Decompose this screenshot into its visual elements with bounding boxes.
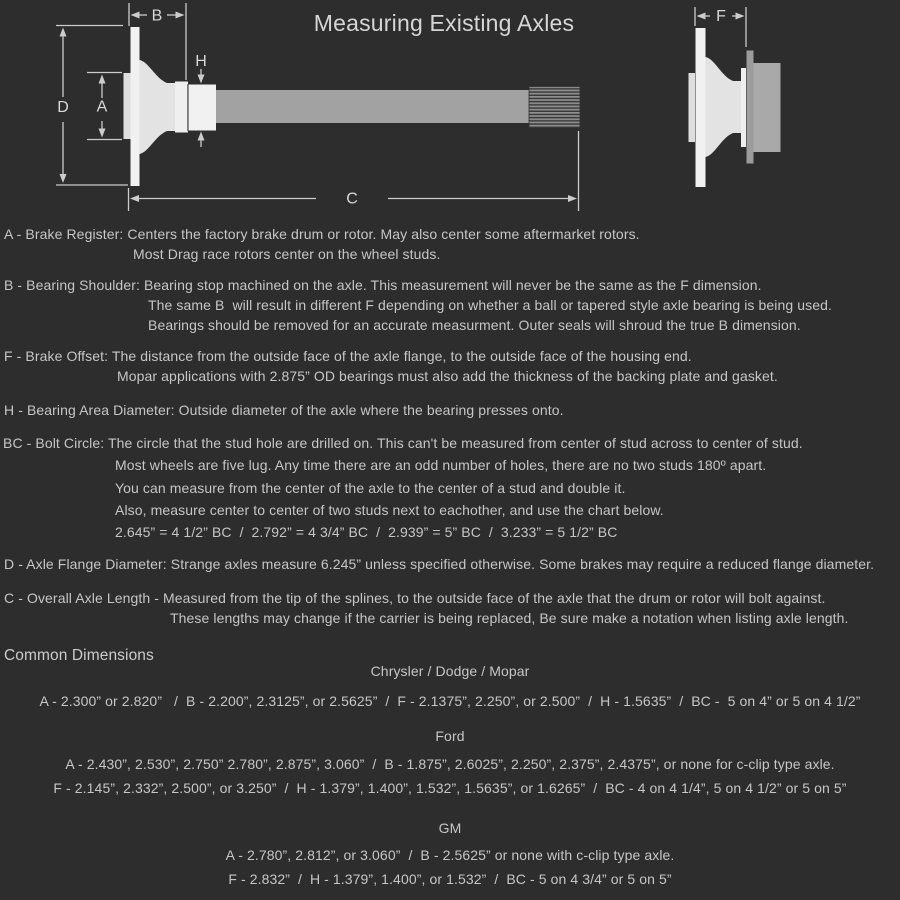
group-gm-title: GM (438, 820, 462, 836)
dim-d (56, 26, 128, 186)
def-bc-line2: Most wheels are five lug. Any time there are an odd number of holes, there are no two studs 180º apart. (115, 457, 767, 473)
common-dimensions-heading: Common Dimensions (4, 647, 154, 664)
arrow-right-icon (568, 195, 577, 202)
def-f-line2: Mopar applications with 2.875” OD bearings must also add the thickness of the backing plate and gasket. (117, 368, 778, 384)
spline-section (529, 87, 580, 129)
brake-register (689, 73, 696, 142)
def-bc-line4: Also, measure center to center of two studs next to eachother, and use the chart below. (115, 502, 664, 518)
dim-a (87, 73, 122, 140)
axle-bell (706, 57, 744, 157)
flange-housing-detail (689, 7, 781, 187)
arrow-down-icon (99, 129, 106, 138)
def-h-line1: H - Bearing Area Diameter: Outside diameter of the axle where the bearing presses onto. (4, 402, 564, 418)
dim-d-label: D (57, 99, 69, 116)
def-b-line2: The same B will result in different F depending on whether a ball or tapered style axle bearing is being used. (148, 297, 833, 313)
housing-end-block (754, 63, 781, 152)
group-ford-line2: F - 2.145”, 2.332”, 2.500”, or 3.250” / H - 1.379”, 1.400”, 1.532”, 1.5635”, or 1.6265” / BC - 4 on 4 1/4”, 5 on 4 1/2” or 5 on 5” (53, 780, 847, 796)
group-mopar-line1: A - 2.300” or 2.820” / B - 2.200”, 2.3125”, or 2.5625” / F - 2.1375”, 2.250”, or 2.500” / H - 1.5635” / BC - 5 on 4” or 5 on 4 1/2” (39, 693, 861, 709)
def-a-line2: Most Drag race rotors center on the wheel studs. (133, 246, 441, 262)
arrow-up-icon (99, 75, 106, 84)
def-f-line1: F - Brake Offset: The distance from the outside face of the axle flange, to the outside face of the housing end. (4, 348, 692, 364)
group-ford-title: Ford (435, 728, 465, 744)
arrow-up-icon (198, 132, 205, 141)
brake-register (124, 73, 131, 139)
def-c-line2: These lengths may change if the carrier is being replaced, Be sure make a notation when listing axle length. (170, 610, 849, 626)
dim-c (129, 131, 579, 211)
arrow-left-icon (130, 195, 139, 202)
group-mopar-title: Chrysler / Dodge / Mopar (370, 663, 530, 679)
dim-h-label: H (195, 53, 207, 70)
axle-shaft (216, 90, 529, 123)
def-b-line1: B - Bearing Shoulder: Bearing stop machined on the axle. This measurement will never be the same as the F dimension. (4, 277, 762, 293)
def-bc-line3: You can measure from the center of the axle to the center of a stud and double it. (115, 480, 626, 496)
arrow-down-icon (198, 75, 205, 84)
axle-flange-plate (131, 27, 140, 186)
def-d-line1: D - Axle Flange Diameter: Strange axles measure 6.245” unless specified otherwise. Some brakes may require a reduced flange diameter. (4, 556, 875, 572)
dim-f-label: F (716, 8, 726, 25)
def-c-line1: C - Overall Axle Length - Measured from the tip of the splines, to the outside face of the axle that the drum or rotor will bolt against. (4, 590, 826, 606)
arrow-down-icon (60, 174, 67, 183)
dim-c-label: C (346, 190, 358, 208)
group-ford-line1: A - 2.430”, 2.530”, 2.750” 2.780”, 2.875”, 3.060” / B - 1.875”, 2.6025”, 2.250”, 2.375”, 2.4375”, or none for c-clip type axle. (65, 756, 835, 772)
def-b-line3: Bearings should be removed for an accurate measurment. Outer seals will shroud the true B dimension. (148, 317, 801, 333)
bearing-shoulder-step (175, 82, 188, 133)
def-a-line1: A - Brake Register: Centers the factory brake drum or rotor. May also center some aftermarket rotors. (4, 226, 640, 242)
backing-plate (747, 51, 754, 164)
group-gm-line1: A - 2.780”, 2.812”, or 3.060” / B - 2.5625” or none with c-clip type axle. (225, 847, 675, 863)
axle-flange-plate (696, 28, 706, 187)
page-title: Measuring Existing Axles (313, 10, 575, 36)
bearing-area (189, 85, 217, 131)
axle-bell (140, 60, 177, 154)
housing-end-face (741, 68, 746, 147)
def-bc-chart: 2.645” = 4 1/2” BC / 2.792” = 4 3/4” BC / 2.939” = 5” BC / 3.233” = 5 1/2” BC (115, 524, 618, 540)
def-bc-line1: BC - Bolt Circle: The circle that the stud hole are drilled on. This can't be measured from center of stud across to center of stud. (3, 435, 803, 451)
dim-a-label: A (96, 98, 108, 116)
dim-b-label: B (151, 7, 163, 25)
group-gm-line2: F - 2.832” / H - 1.379”, 1.400”, or 1.532” / BC - 5 on 4 3/4” or 5 on 5” (228, 871, 672, 887)
